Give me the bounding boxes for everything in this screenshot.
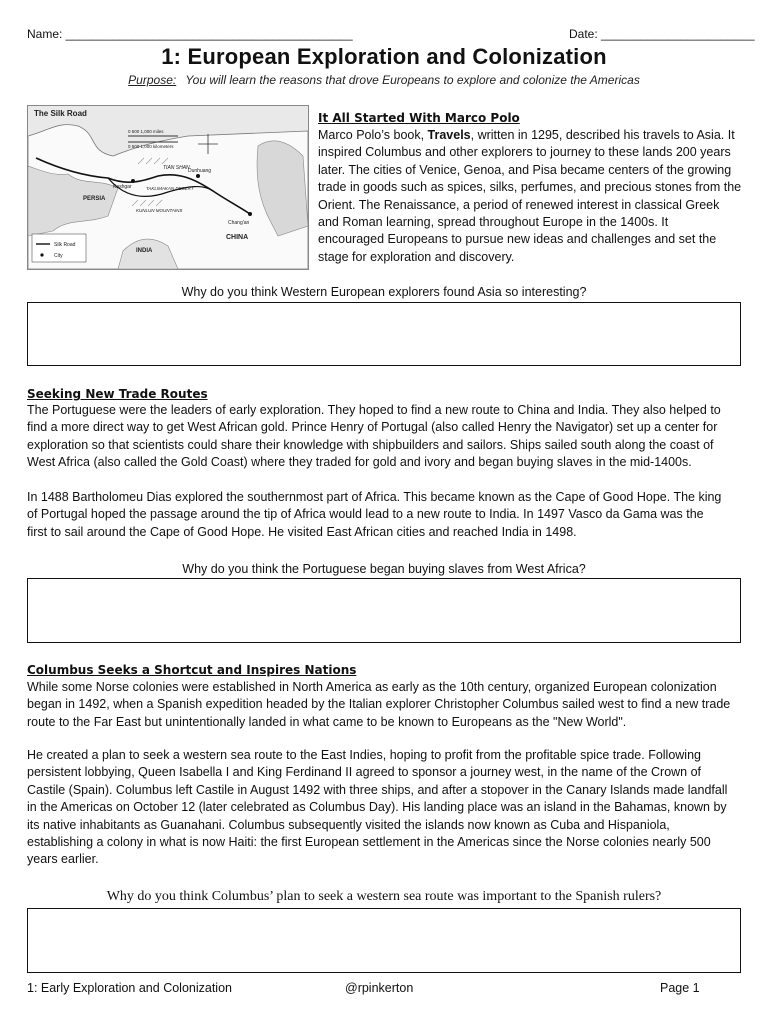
section3-p2-line-5: its native inhabitants as Guanahani. Columbus subsequently visited the islands now known as Cuba and Hispaniola,	[27, 817, 670, 832]
section3-p1-line-1: While some Norse colonies were established in North America as early as the 10th century, organized European colonization	[27, 680, 717, 694]
map-scale-miles: 0 500 1,000 miles	[128, 129, 164, 134]
section2-p2-line-1: In 1488 Bartholomeu Dias explored the southernmost part of Africa. This became known as the Cape of Good Hope. The king	[27, 490, 722, 504]
section1-paragraph	[318, 127, 748, 266]
map-legend-city: City	[54, 253, 63, 259]
section1-line-3: later. The cities of Venice, Genoa, and Pisa became centers of the growing	[318, 162, 732, 177]
silk-road-map	[27, 105, 309, 270]
section1-line-1-a: Marco Polo’s book,	[318, 128, 428, 142]
page-title: 1: European Exploration and Colonization	[161, 44, 607, 69]
section2-p2-line-3: first to sail around the Cape of Good Hope. He visited East African cities and reached India in 1498.	[27, 524, 577, 539]
travels-book-title: Travels	[427, 128, 471, 142]
question-3: Why do you think Columbus’ plan to seek a western sea route was important to the Spanish rulers?	[106, 889, 662, 904]
section3-p2-line-4: in the Americas on October 12 (later celebrated as Columbus Day). His landing place was an island in the Bahamas, known by	[27, 800, 727, 815]
section1-line-8: stage for exploration and discovery.	[318, 249, 515, 264]
section-heading-columbus: Columbus Seeks a Shortcut and Inspires Nations	[27, 663, 357, 677]
answer-box-1[interactable]	[27, 302, 741, 366]
section3-p2-line-7: years earlier.	[27, 852, 99, 867]
section3-paragraph-1	[27, 679, 747, 731]
section1-line-1-c: , written in 1295, described his travels to Asia. It	[470, 128, 735, 142]
section3-p2-line-1: He created a plan to seek a western sea route to the East Indies, hoping to profit from the profitable spice trade. Following	[27, 748, 701, 762]
section2-p1-line-4: West Africa (also called the Gold Coast) where they traded for gold and ivory and began buying slaves in the mid-1400s.	[27, 455, 692, 470]
section3-p1-line-3: route to the Far East but unintentionally landed in what came to be known to Europeans as the "New World".	[27, 714, 627, 729]
map-label-china: CHINA	[226, 234, 249, 241]
section1-line-7: encouraged Europeans to pursue new ideas and challenges and set the	[318, 232, 717, 247]
map-legend-silk-road: Silk Road	[54, 242, 76, 248]
section1-line-4: trade in goods such as spices, silks, perfumes, and precious stones from the	[318, 180, 742, 195]
map-label-taklimakan: TAKLIMAKAN DESERT	[146, 186, 194, 191]
map-label-dunhuang: Dunhuang	[188, 168, 212, 174]
map-label-changan: Chang'an	[228, 220, 250, 226]
section-heading-trade-routes: Seeking New Trade Routes	[27, 387, 208, 401]
footer-unit-title: 1: Early Exploration and Colonization	[27, 981, 232, 995]
section3-p2-line-6: establishing a colony in what is now Haiti: the first European settlement in the Americas since the Norse colonies nearly 500	[27, 835, 711, 850]
map-label-tian-shan: TIAN SHAN	[163, 165, 190, 171]
section2-p2-line-2: of Portugal hoped the passage around the tip of Africa would lead to a new route to India. In 1497 Vasco da Gama was the	[27, 507, 704, 522]
date-field-label: Date: _______________________	[569, 27, 755, 41]
question-2: Why do you think the Portuguese began buying slaves from West Africa?	[182, 562, 586, 576]
answer-box-2[interactable]	[27, 578, 741, 643]
section-heading-marco-polo: It All Started With Marco Polo	[318, 111, 520, 125]
section2-paragraph-1	[27, 402, 747, 472]
section1-line-6: and Roman learning, spread throughout Europe in the 1400s. It	[318, 215, 669, 230]
purpose-label: Purpose:	[128, 73, 177, 87]
question-1: Why do you think Western European explorers found Asia so interesting?	[181, 285, 587, 299]
map-label-kunlun: KUNLUN MOUNTAINS	[136, 208, 183, 213]
silk-road-map-graphic	[28, 106, 308, 269]
map-title: The Silk Road	[34, 109, 87, 118]
section1-line-5: Orient. The Renaissance, a period of renewed interest in classical Greek	[318, 197, 720, 212]
footer-page-number: Page 1	[660, 981, 700, 995]
section1-line-2: inspired Columbus and other explorers to journey to these lands 200 years	[318, 145, 731, 160]
section3-paragraph-2	[27, 747, 747, 869]
section2-paragraph-2	[27, 489, 747, 541]
name-field-label: Name: ___________________________________________	[27, 27, 353, 41]
section2-p1-line-3: exploration so that scientists could share their knowledge with shipbuilders and sailors. Ships sailed south along the coast of	[27, 437, 714, 452]
section1-line-1	[318, 127, 748, 144]
map-label-persia: PERSIA	[83, 196, 106, 202]
section2-p1-line-1: The Portuguese were the leaders of early exploration. They hoped to find a new route to China and India. They also helped to	[27, 403, 721, 417]
purpose-text: You will learn the reasons that drove Europeans to explore and colonize the Americas	[185, 73, 640, 87]
section3-p1-line-2: began in 1492, when a Spanish expedition headed by the Italian explorer Christopher Columbus sailed west to find a new trade	[27, 697, 731, 712]
map-label-india: INDIA	[136, 248, 153, 254]
purpose-line	[0, 73, 768, 87]
section3-p2-line-3: Castile (Spain). Columbus left Castile in August 1492 with three ships, and after a stopover in the Canary Islands made landfall	[27, 782, 728, 797]
section2-p1-line-2: find a more direct way to get West African gold. Prince Henry of Portugal (also called Henry the Navigator) set up a center for	[27, 420, 718, 435]
footer-author: @rpinkerton	[345, 981, 414, 995]
answer-box-3[interactable]	[27, 908, 741, 973]
map-scale-km: 0 500 1,000 kilometers	[128, 144, 174, 149]
section3-p2-line-2: persistent lobbying, Queen Isabella I and King Ferdinand II agreed to sponsor a journey west, in the name of the Crown of	[27, 765, 702, 780]
map-label-kashgar: Kashgar	[113, 184, 132, 190]
